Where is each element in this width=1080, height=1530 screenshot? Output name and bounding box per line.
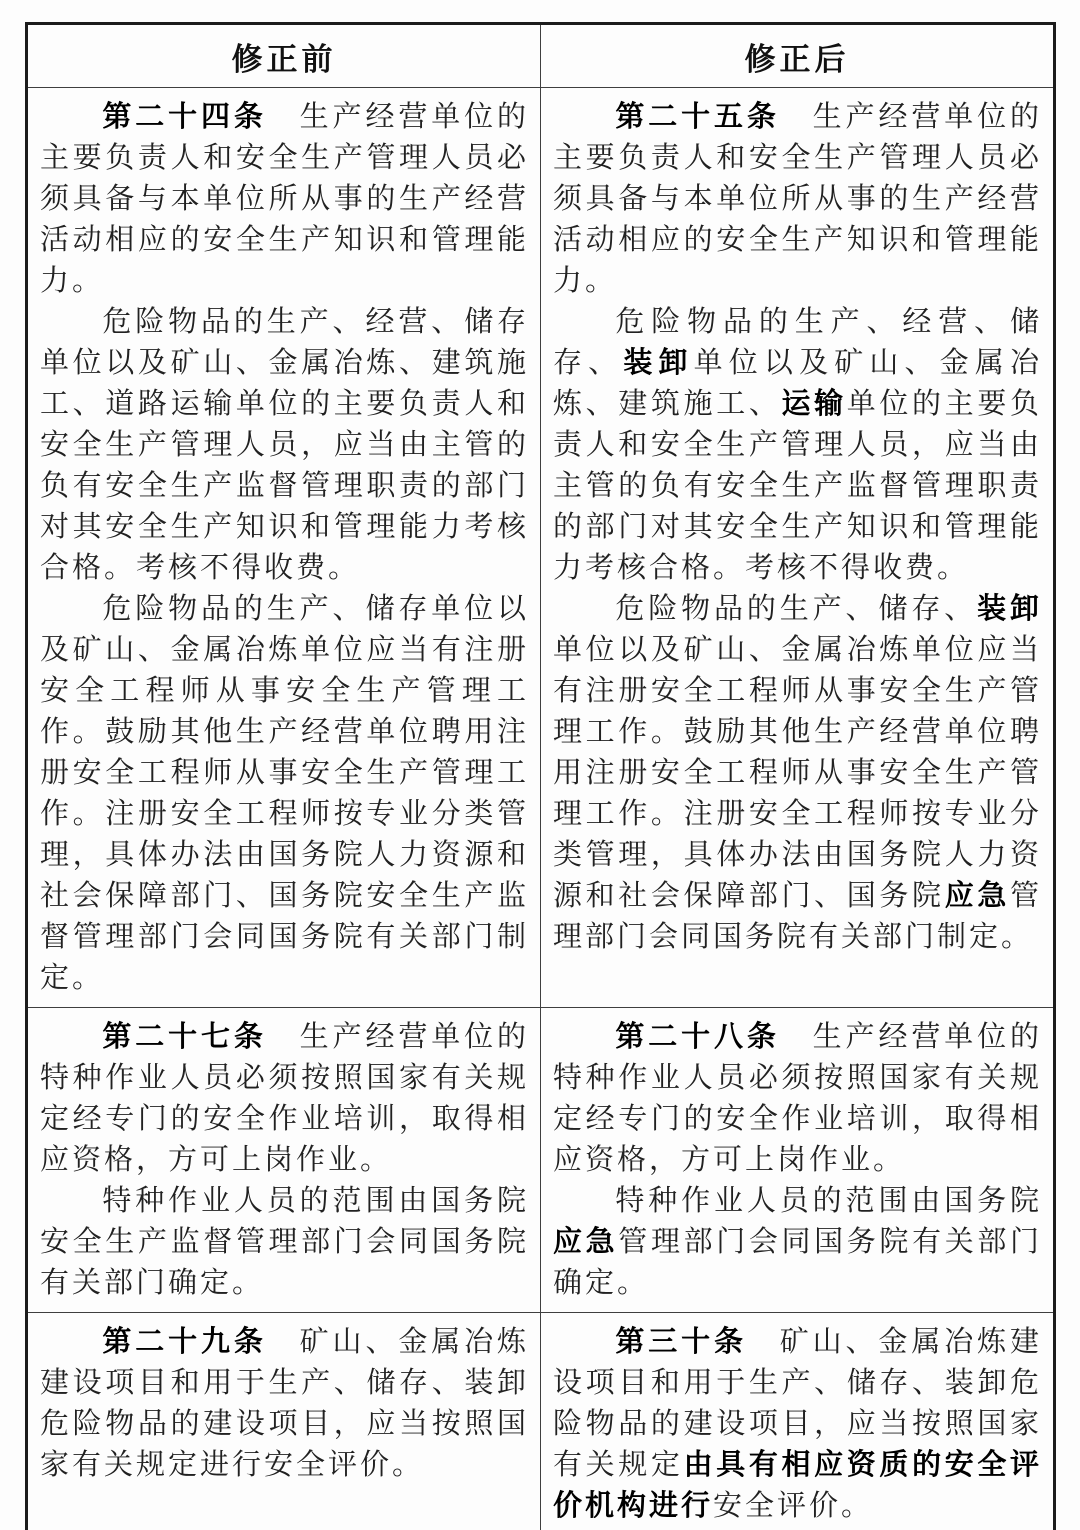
body-text: 危险物品的生产、储存、: [615, 593, 978, 625]
body-text: 矿山、金属冶炼建设项目和用于生产、储存、装卸危险物品的建设项目，应当按照国家有关规定: [553, 1326, 1042, 1481]
amended-emphasis-text: 第二十八条: [615, 1021, 780, 1053]
paragraph: [40, 1181, 529, 1304]
amended-emphasis-text: 第二十七条: [102, 1021, 267, 1053]
body-text: 生产经营单位的特种作业人员必须按照国家有关规定经专门的安全作业培训，取得相应资格，方可上岗作业。: [553, 1021, 1042, 1176]
article-comparison-row: [27, 88, 1055, 1008]
amended-emphasis-text: 第二十四条: [102, 101, 267, 133]
amended-emphasis-text: 应急: [553, 1226, 619, 1258]
body-text: 单位的主要负责人和安全生产管理人员，应当由主管的负有安全生产监督管理职责的部门对其安全生产知识和管理能力考核合格。考核不得收费。: [553, 388, 1042, 584]
amended-emphasis-text: 运输: [781, 388, 847, 420]
body-text: 危险物品的生产、经营、储存、: [553, 306, 1042, 379]
paragraph: [553, 589, 1042, 958]
body-text: 生产经营单位的主要负责人和安全生产管理人员必须具备与本单位所从事的生产经营活动相应的安全生产知识和管理能力。: [40, 101, 529, 297]
body-text: 矿山、金属冶炼建设项目和用于生产、储存、装卸危险物品的建设项目，应当按照国家有关规定进行安全评价。: [40, 1326, 529, 1481]
body-text: 危险物品的生产、储存单位以及矿山、金属冶炼单位应当有注册安全工程师从事安全生产管理工作。鼓励其他生产经营单位聘用注册安全工程师从事安全生产管理工作。注册安全工程师按专业分类管理，具体办法由国务院人力资源和社会保障部门、国务院安全生产监督管理部门会同国务院有关部门制定。: [40, 593, 529, 994]
paragraph: [40, 1322, 529, 1486]
amended-emphasis-text: 由具有相应资质的安全评价机构进行: [553, 1449, 1042, 1522]
column-header-after-amendment: 修正后: [541, 24, 1055, 88]
amended-emphasis-text: 装卸: [623, 347, 694, 379]
paragraph: [40, 302, 529, 589]
header-row: [27, 24, 1055, 88]
paragraph: [40, 589, 529, 999]
paragraph: [553, 97, 1042, 302]
before-amendment-cell: [27, 1008, 541, 1313]
body-text: 管理部门会同国务院有关部门确定。: [553, 1226, 1042, 1299]
body-text: 危险物品的生产、经营、储存单位以及矿山、金属冶炼、建筑施工、道路运输单位的主要负责人和安全生产管理人员，应当由主管的负有安全生产监督管理职责的部门对其安全生产知识和管理能力考核合格。考核不得收费。: [40, 306, 529, 584]
amendment-comparison-table: [25, 22, 1056, 1530]
body-text: 单位以及矿山、金属冶炼、建筑施工、: [553, 347, 1042, 420]
body-text: 特种作业人员的范围由国务院: [615, 1185, 1042, 1217]
before-amendment-cell: [27, 88, 541, 1008]
paragraph: [553, 1322, 1042, 1527]
before-amendment-cell: [27, 1313, 541, 1530]
body-text: 生产经营单位的特种作业人员必须按照国家有关规定经专门的安全作业培训，取得相应资格，方可上岗作业。: [40, 1021, 529, 1176]
amended-emphasis-text: 应急: [944, 880, 1010, 912]
article-comparison-row: [27, 1008, 1055, 1313]
amended-emphasis-text: 第三十条: [615, 1326, 747, 1358]
table-body: [27, 88, 1055, 1530]
body-text: 生产经营单位的主要负责人和安全生产管理人员必须具备与本单位所从事的生产经营活动相应的安全生产知识和管理能力。: [553, 101, 1042, 297]
amended-emphasis-text: 第二十五条: [615, 101, 780, 133]
body-text: 安全评价。: [713, 1490, 874, 1522]
paragraph: [553, 1181, 1042, 1304]
paragraph: [40, 97, 529, 302]
column-header-before-amendment: 修正前: [27, 24, 541, 88]
table-header: [27, 24, 1055, 88]
body-text: 特种作业人员的范围由国务院安全生产监督管理部门会同国务院有关部门确定。: [40, 1185, 529, 1299]
amended-emphasis-text: 第二十九条: [102, 1326, 267, 1358]
paragraph: [553, 302, 1042, 589]
body-text: 管理部门会同国务院有关部门制定。: [553, 880, 1042, 953]
article-comparison-row: [27, 1313, 1055, 1530]
paragraph: [40, 1017, 529, 1181]
body-text: 单位以及矿山、金属冶炼单位应当有注册安全工程师从事安全生产管理工作。鼓励其他生产经营单位聘用注册安全工程师从事安全生产管理工作。注册安全工程师按专业分类管理，具体办法由国务院人力资源和社会保障部门、国务院: [553, 634, 1042, 912]
after-amendment-cell: [541, 1313, 1055, 1530]
paragraph: [553, 1017, 1042, 1181]
after-amendment-cell: [541, 88, 1055, 1008]
after-amendment-cell: [541, 1008, 1055, 1313]
amended-emphasis-text: 装卸: [977, 593, 1042, 625]
